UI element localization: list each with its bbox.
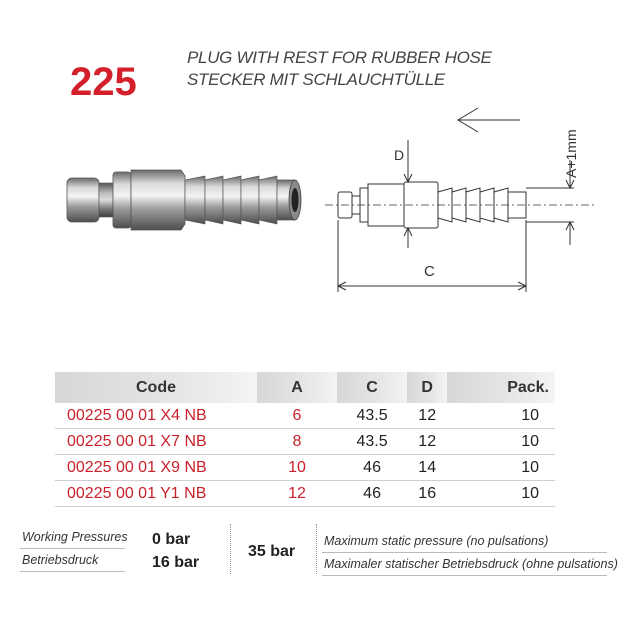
cell-pack: 10 xyxy=(447,481,555,507)
table-row xyxy=(55,481,555,507)
technical-drawing xyxy=(320,100,600,300)
divider xyxy=(20,571,125,572)
static-pressure-label-en: Maximum static pressure (no pulsations) xyxy=(324,534,549,548)
col-header-a: A xyxy=(257,372,337,403)
spec-table xyxy=(55,372,555,507)
cell-d: 12 xyxy=(407,403,447,429)
cell-c: 43.5 xyxy=(337,429,407,455)
dimension-a-label: A+1mm xyxy=(563,129,579,178)
col-header-d: D xyxy=(407,372,447,403)
dimension-d-label: D xyxy=(394,147,405,163)
table-row xyxy=(55,429,555,455)
dimension-c-label: C xyxy=(424,263,435,280)
cell-d: 14 xyxy=(407,455,447,481)
cell-code: 00225 00 01 X9 NB xyxy=(55,455,257,481)
static-pressure-value: 35 bar xyxy=(248,543,296,560)
divider xyxy=(316,524,317,574)
divider xyxy=(230,524,231,574)
product-photo xyxy=(55,150,315,250)
col-header-c: C xyxy=(337,372,407,403)
col-header-code: Code xyxy=(55,372,257,403)
divider xyxy=(322,552,607,553)
product-number: 225 xyxy=(70,60,137,104)
pressure-max-value: 16 bar xyxy=(152,554,200,571)
cell-a: 12 xyxy=(257,481,337,507)
cell-a: 8 xyxy=(257,429,337,455)
table-row xyxy=(55,455,555,481)
cell-pack: 10 xyxy=(447,403,555,429)
cell-pack: 10 xyxy=(447,455,555,481)
product-title-en: PLUG WITH REST FOR RUBBER HOSE xyxy=(187,48,492,67)
working-pressure-label-en: Working Pressures xyxy=(22,530,128,544)
product-title-de: STECKER MIT SCHLAUCHTÜLLE xyxy=(187,70,445,89)
cell-code: 00225 00 01 X7 NB xyxy=(55,429,257,455)
divider xyxy=(322,575,607,576)
pressure-min-value: 0 bar xyxy=(152,531,191,548)
divider xyxy=(20,548,125,549)
cell-c: 46 xyxy=(337,455,407,481)
cell-c: 46 xyxy=(337,481,407,507)
cell-d: 16 xyxy=(407,481,447,507)
static-pressure-label-de: Maximaler statischer Betriebsdruck (ohne pulsations) xyxy=(324,557,618,571)
cell-d: 12 xyxy=(407,429,447,455)
cell-a: 10 xyxy=(257,455,337,481)
working-pressure-label-de: Betriebsdruck xyxy=(22,553,99,567)
cell-code: 00225 00 01 Y1 NB xyxy=(55,481,257,507)
table-header-row xyxy=(55,372,555,403)
cell-pack: 10 xyxy=(447,429,555,455)
cell-a: 6 xyxy=(257,403,337,429)
cell-code: 00225 00 01 X4 NB xyxy=(55,403,257,429)
col-header-pack: Pack. xyxy=(447,372,555,403)
table-row xyxy=(55,403,555,429)
cell-c: 43.5 xyxy=(337,403,407,429)
